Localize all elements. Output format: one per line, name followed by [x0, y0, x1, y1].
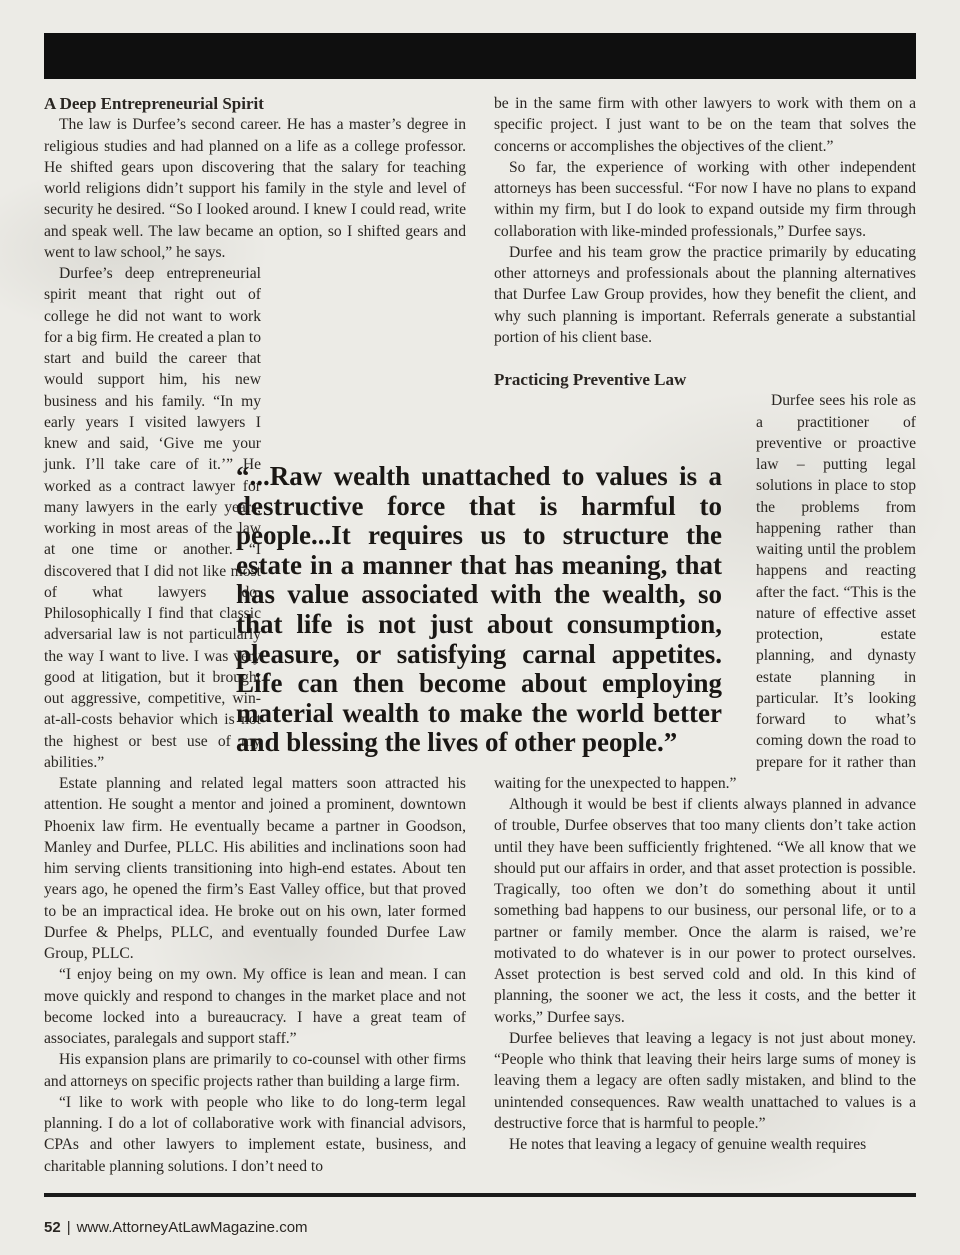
pull-quote: “...Raw wealth unattached to values is a destructive force that is harmful to people...It requires us to structure the estate in a manner that has meaning, that has value associated with the wealth, so that life is not just about consumption, pleasure, or satisfying carnal appetites. Life can then become about employing material wealth to make the world better and blessing the lives of other people.” — [236, 461, 722, 758]
paragraph: Durfee believes that leaving a legacy is not just about money. “People who think that leaving their heirs large sums of money is leaving them a legacy are often sadly mistaken, and blind to the unintended consequences. Raw wealth unattached to values is a destructive force that is harmful to people.” — [494, 1029, 916, 1132]
footer-separator: | — [66, 1219, 71, 1236]
paragraph: The law is Durfee’s second career. He has a master’s degree in religious studies and had planned on a life as a college professor. He shifted gears upon discovering that the salary for teaching world religions didn’t support his family in the style and level of security he desired. “So I looked around. I knew I could read, write and speak well. The law became an option, so I shifted gears and went to law school,” he says. — [44, 116, 466, 261]
header-bar — [44, 33, 916, 79]
paragraph: “I like to work with people who like to do long-term legal planning. I do a lot of collaborative work with financial advisors, CPAs and other lawyers to implement estate, business, and charitable planning solutions. I don’t need to — [44, 1093, 466, 1175]
section-heading-entrepreneurial-spirit: A Deep Entrepreneurial Spirit — [44, 94, 264, 113]
page-footer — [44, 1219, 308, 1236]
magazine-url-link[interactable]: www.AttorneyAtLawMagazine.com — [76, 1219, 308, 1236]
paragraph: Although it would be best if clients always planned in advance of trouble, Durfee observes that too many clients don’t take action until they have been sufficiently frightened. “We all know that we should put our affairs in order, and that asset protection is possible. Tragically, too often we don’t do something about it until something bad happens to our business, our personal life, or to a partner or family member. Once the alarm is raised, we’re motivated to do whatever is in our power to protect ourselves. Asset protection is best served cold and old. In this kind of planning, the sooner we act, the less it costs, and the better it works,” Durfee says. — [494, 796, 916, 1026]
paragraph: Estate planning and related legal matters soon attracted his attention. He sought a mentor and joined a prominent, downtown Phoenix law firm. He eventually became a partner in Goodson, Manley and Durfee, PLLC. His abilities and inclinations soon had him serving clients transitioning into high-end estates. About ten years ago, he opened the firm’s East Valley office, but that proved to be an impractical idea. He broke out on his own, later formed Durfee & Phelps, PLLC, and eventually founded Durfee Law Group, PLLC. — [44, 775, 466, 962]
paragraph: Durfee sees his role as a practitioner of preventive or proactive law – putting legal solutions in place to stop the problems from happening rather than waiting until the problem happens and reacting after the fact. “This is the nature of effective asset protection, estate planning, and dynasty estate planning in particular. It’s looking forward to what’s coming down the road to prepare for it rather than waiting for the unexpected to happen.” — [494, 392, 916, 792]
page-number: 52 — [44, 1219, 61, 1236]
paragraph: Durfee and his team grow the practice primarily by educating other attorneys and professionals about the planning alternatives that Durfee Law Group provides, how they benefit the client, and why such planning is important. Referrals generate a substantial portion of his client base. — [494, 243, 916, 346]
paragraph: He notes that leaving a legacy of genuine wealth requires — [509, 1136, 867, 1153]
footer-rule — [44, 1193, 916, 1197]
paragraph: His expansion plans are primarily to co-counsel with other firms and attorneys on specific projects rather than building a large firm. — [44, 1051, 466, 1090]
paragraph: So far, the experience of working with other independent attorneys has been successful. “For now I have no plans to expand within my firm, but I do look to expand outside my firm through collaboration with like-minded professionals,” Durfee says. — [494, 158, 916, 240]
paragraph: Durfee’s deep entrepreneurial spirit meant that right out of college he did not want to work for a big firm. He created a plan to start and build the career that would support him, his new business and his family. “In my early years I visited lawyers I knew and said, ‘Give me your junk. I’ll take care of it.’” He worked as a contract lawyer for many lawyers in the early years, working in most areas of the law at one time or another. “I discovered that I did not like most of what lawyers do. Philosophically I find that classic adversarial law is not particularly the way I want to live. I was very good at litigation, but it brought out aggressive, competitive, win-at-all-costs behavior which is not the highest or best use of my abilities.” — [44, 265, 261, 771]
section-heading-preventive-law: Practicing Preventive Law — [494, 370, 687, 389]
paragraph: be in the same firm with other lawyers to work with them on a specific project. I just want to be on the team that solves the concerns or accomplishes the objectives of the client.” — [494, 95, 916, 155]
paragraph: “I enjoy being on my own. My office is lean and mean. I can move quickly and respond to changes in the market place and not become locked into a bureaucracy. I have a great team of associates, paralegals and support staff.” — [44, 966, 466, 1047]
